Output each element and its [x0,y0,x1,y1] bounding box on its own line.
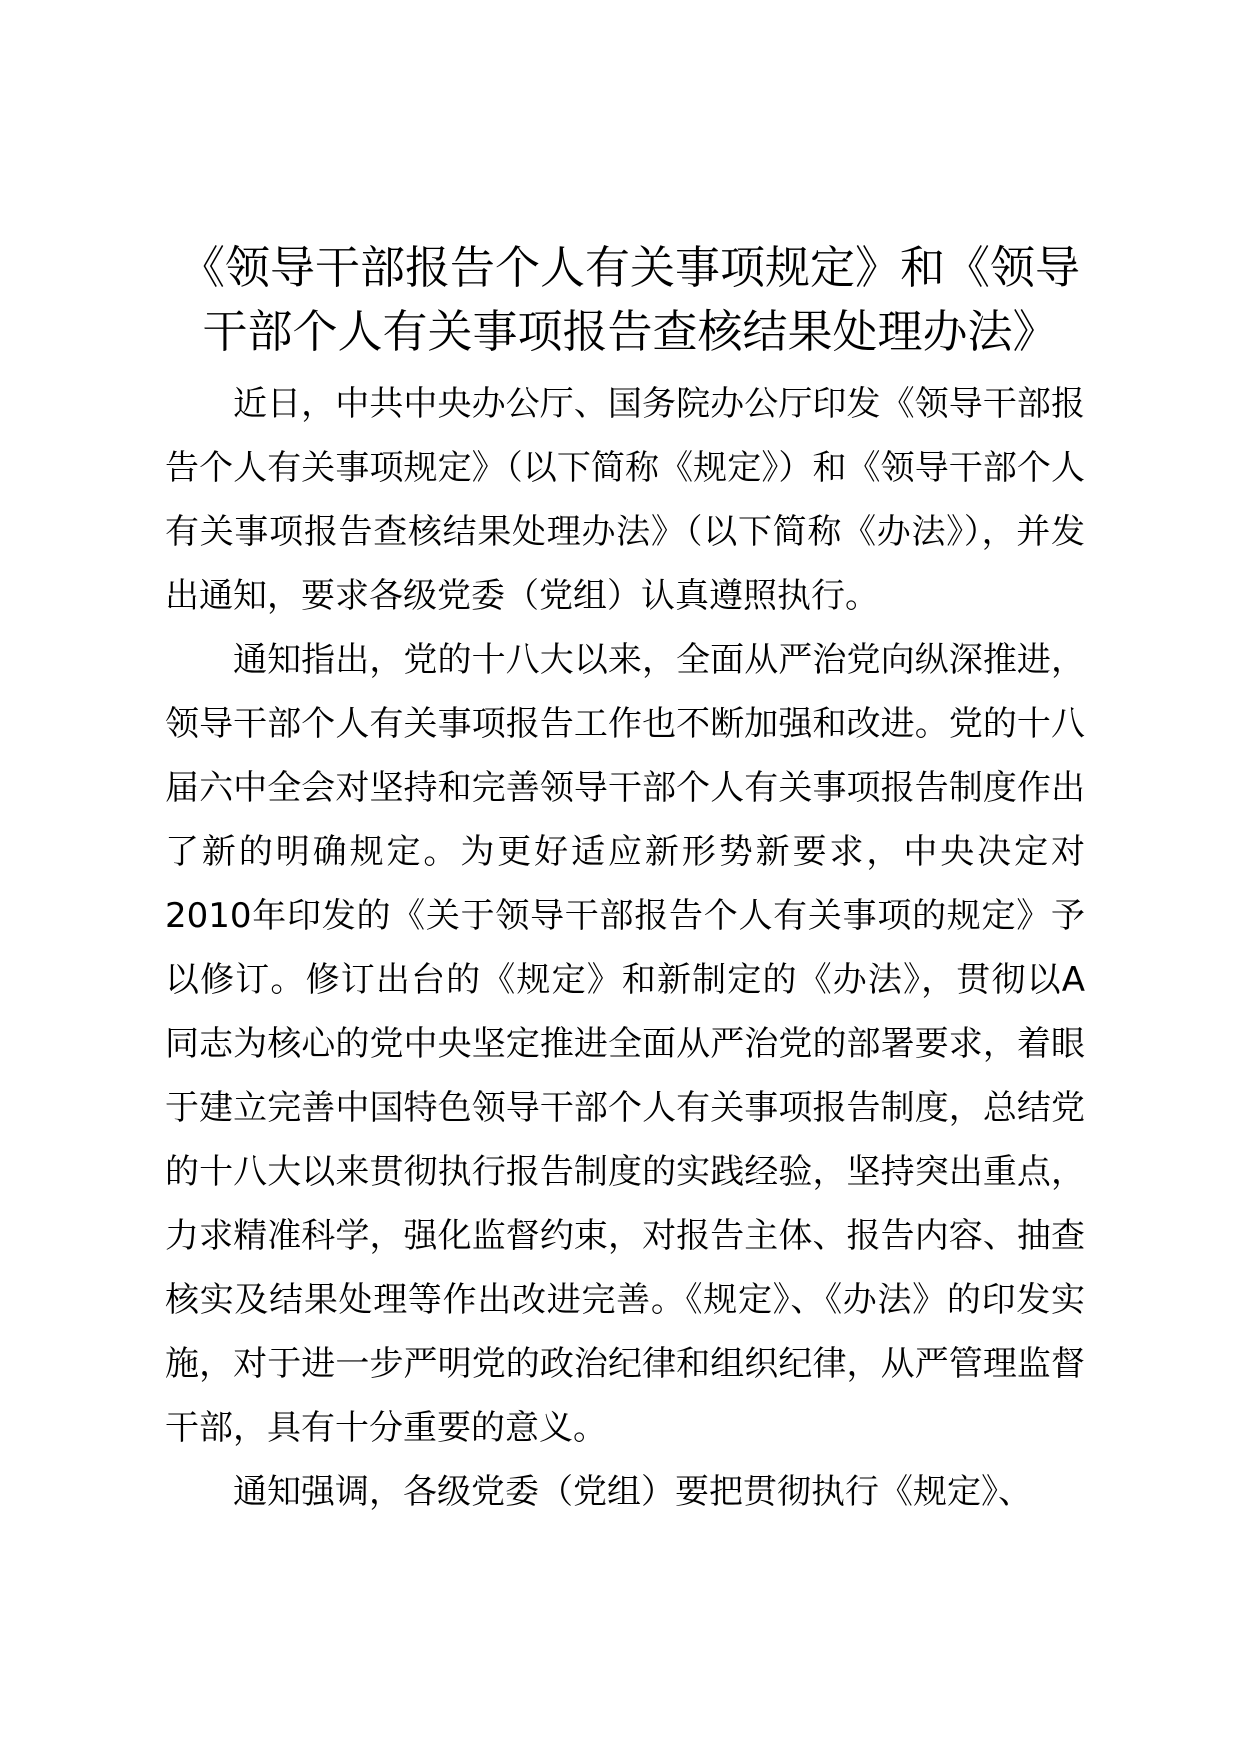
paragraph-1: 近日，中共中央办公厅、国务院办公厅印发《领导干部报告个人有关事项规定》（以下简称《规定》）和《领导干部个人有关事项报告查核结果处理办法》（以下简称《办法》），并发出通知，要求各级党委（党组）认真遵照执行。 [165,384,1085,616]
document-title: 《领导干部报告个人有关事项规定》和《领导干部个人有关事项报告查核结果处理办法》 [179,241,1080,358]
document-body [165,372,1085,1524]
paragraph-3: 通知强调，各级党委（党组）要把贯彻执行《规定》、 [233,1472,1032,1512]
paragraph-2: 通知指出，党的十八大以来，全面从严治党向纵深推进，领导干部个人有关事项报告工作也不断加强和改进。党的十八届六中全会对坚持和完善领导干部个人有关事项报告制度作出了新的明确规定。为更好适应新形势新要求，中央决定对2010年印发的《关于领导干部报告个人有关事项的规定》予以修订。修订出台的《规定》和新制定的《办法》，贯彻以A同志为核心的党中央坚定推进全面从严治党的部署要求，着眼于建立完善中国特色领导干部个人有关事项报告制度，总结党的十八大以来贯彻执行报告制度的实践经验，坚持突出重点，力求精准科学，强化监督约束，对报告主体、报告内容、抽查核实及结果处理等作出改进完善。《规定》、《办法》的印发实施，对于进一步严明党的政治纪律和组织纪律，从严管理监督干部，具有十分重要的意义。 [165,640,1085,1448]
